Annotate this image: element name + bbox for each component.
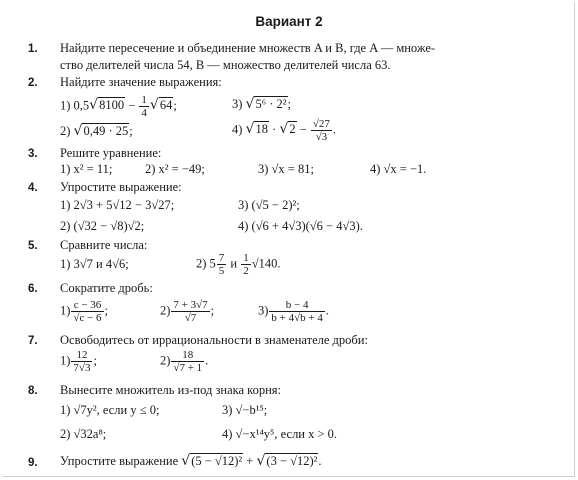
- task-1-number: 1.: [28, 43, 38, 55]
- task-2-item-1: 1) 0,5√8100 − $\frac{1}{4}$ √64;: [60, 94, 177, 119]
- task-5-item-2: 2) 5 $\frac{7}{5}$ и $\frac{1}{2}$ √140.: [196, 252, 281, 277]
- task-4-text: Упростите выражение:: [60, 180, 182, 194]
- task-4-number: 4.: [28, 182, 38, 194]
- task-9-number: 9.: [28, 457, 38, 469]
- task-6-text: Сократите дробь:: [60, 281, 153, 295]
- task-2-text: Найдите значение выражения:: [60, 75, 222, 89]
- task-7-text: Освободитесь от иррациональности в знаменателе дроби:: [60, 333, 368, 347]
- task-8-number: 8.: [28, 385, 38, 397]
- task-7-item-1: 1) $\frac{12}{7√3}$ ;: [60, 349, 97, 374]
- task-3-item-1: 1) x² = 11;: [60, 162, 113, 176]
- task-8-item-3: 3) √−b¹⁵;: [222, 403, 268, 417]
- task-6-item-1: 1) $\frac{c - 36}{√c - 6}$ ;: [60, 299, 109, 324]
- task-3-text: Решите уравнение:: [60, 146, 162, 160]
- task-5-number: 5.: [28, 240, 38, 252]
- task-4-item-2: 2) (√32 − √8)√2;: [60, 219, 145, 233]
- task-2-number: 2.: [28, 77, 38, 89]
- task-8-item-1: 1) √7y², если y ≤ 0;: [60, 403, 160, 417]
- task-2-item-3: 3) √5⁶ · 2²;: [232, 96, 291, 112]
- task-8-text: Вынесите множитель из-под знака корня:: [60, 383, 282, 397]
- task-1-line-2: ство делителей числа 54, B — множество делителей числа 63.: [60, 58, 391, 72]
- task-1-line-1: Найдите пересечение и объединение множеств A и B, где A — множе-: [60, 41, 436, 55]
- task-3-item-2: 2) x² = −49;: [145, 162, 205, 176]
- task-6-number: 6.: [28, 283, 38, 295]
- task-7-number: 7.: [28, 335, 38, 347]
- task-6-item-2: 2) $\frac{7 + 3√7}{√7}$ ;: [160, 299, 215, 324]
- task-3-number: 3.: [28, 148, 38, 160]
- task-5-item-1: 1) 3√7 и 4√6;: [60, 257, 129, 271]
- task-5-text: Сравните числа:: [60, 238, 148, 252]
- task-9-text: Упростите выражение √(5 − √12)² + √(3 − √12)².: [60, 453, 322, 469]
- task-3-item-4: 4) √x = −1.: [370, 162, 427, 176]
- task-8-item-4: 4) √−x¹⁴y⁵, если x > 0.: [222, 427, 338, 441]
- task-4-item-4: 4) (√6 + 4√3)(√6 − 4√3).: [238, 219, 363, 233]
- task-6-item-3: 3) $\frac{b - 4}{b + 4√b + 4}$ .: [258, 299, 329, 324]
- task-3-item-3: 3) √x = 81;: [258, 162, 314, 176]
- task-4-item-3: 3) (√5 − 2)²;: [238, 198, 300, 212]
- task-7-item-2: 2) $\frac{18}{√7 + 1}$ .: [160, 349, 209, 374]
- task-2-item-4: 4) √18 · √2 − $\frac{√27}{√3}$ .: [232, 118, 337, 143]
- task-2-item-2: 2) √0,49 · 25;: [60, 123, 133, 139]
- page-title: Вариант 2: [255, 14, 323, 29]
- task-8-item-2: 2) √32a⁸;: [60, 427, 107, 441]
- task-4-item-1: 1) 2√3 + 5√12 − 3√27;: [60, 198, 175, 212]
